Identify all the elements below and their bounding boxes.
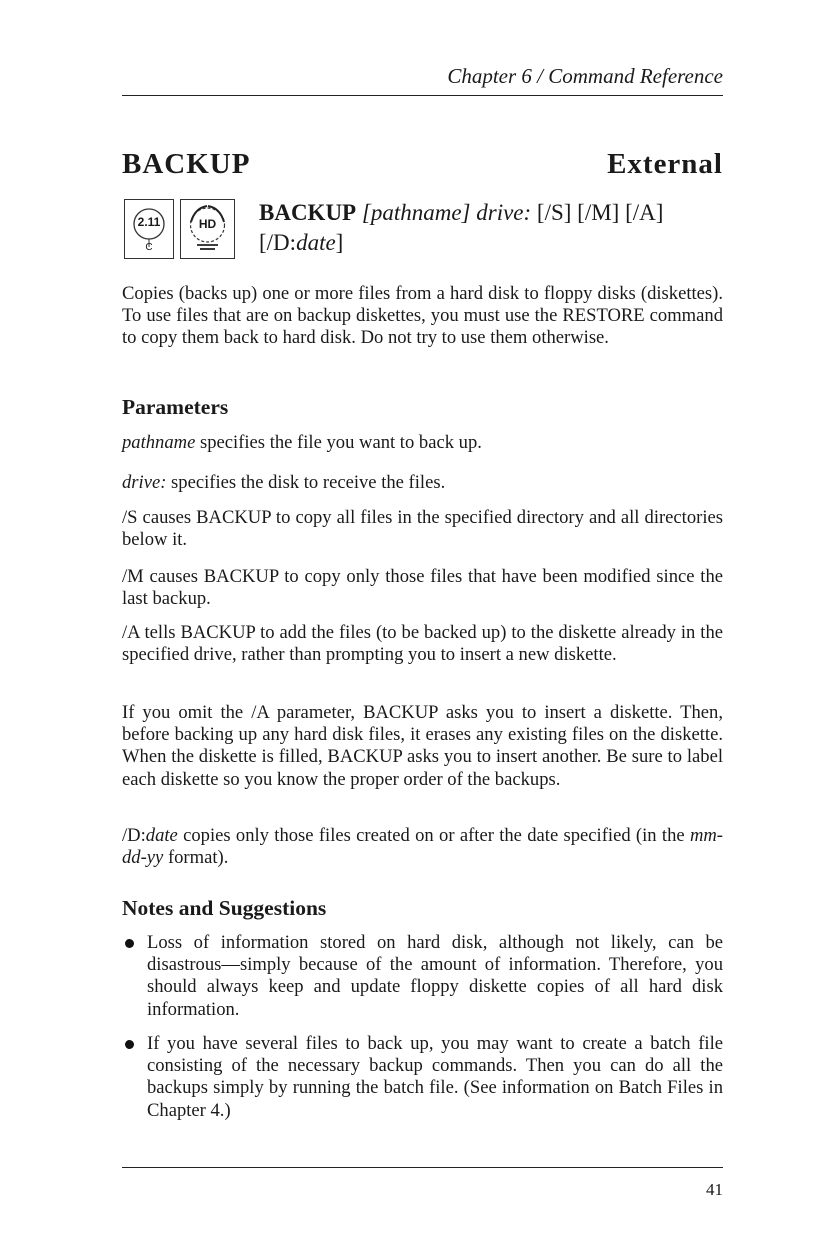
- hd-label: HD: [198, 217, 217, 231]
- version-number: 2.11: [137, 215, 161, 229]
- param-d-text1: copies only those files created on or after the date specified (in the: [177, 825, 690, 846]
- parameters-heading: Parameters: [122, 395, 229, 419]
- syntax-drive: drive:: [476, 200, 532, 225]
- syntax-date-word: date: [296, 230, 336, 255]
- notes-heading: Notes and Suggestions: [122, 896, 327, 920]
- syntax-switches: [/S] [/M] [/A]: [536, 200, 664, 225]
- running-head: Chapter 6 / Command Reference: [447, 64, 723, 88]
- param-a: [122, 622, 723, 666]
- note-item: [122, 932, 723, 1021]
- param-d-prefix: /D:: [122, 825, 146, 846]
- bullet-icon: [125, 939, 134, 948]
- param-a-text: /A tells BACKUP to add the files (to be backed up) to the diskette already in the specified drive, rather than prompting you to insert a new diskette.: [122, 622, 723, 666]
- param-pathname-text: specifies the file you want to back up.: [195, 432, 482, 453]
- param-m-text: /M causes BACKUP to copy only those files that have been modified since the last backup.: [122, 566, 723, 610]
- command-syntax: [259, 198, 729, 258]
- param-pathname: [122, 432, 723, 454]
- footer-rule: [122, 1167, 723, 1168]
- command-title: BACKUP: [122, 148, 251, 180]
- param-s: [122, 507, 723, 551]
- param-d: [122, 825, 723, 869]
- hard-disk-badge: [180, 199, 235, 259]
- param-pathname-term: pathname: [122, 432, 196, 453]
- param-s-text: /S causes BACKUP to copy all files in the specified directory and all directories below it.: [122, 507, 723, 551]
- param-d-format: mm-dd-yy: [122, 825, 723, 869]
- param-drive-text: specifies the disk to receive the files.: [166, 472, 446, 493]
- command-type: External: [607, 148, 723, 180]
- param-d-term: date: [145, 825, 178, 846]
- version-sub: C: [145, 242, 153, 253]
- param-m: [122, 566, 723, 610]
- note-item: [122, 1033, 723, 1122]
- param-d-text2: format).: [163, 847, 229, 869]
- syntax-date-close: ]: [335, 230, 344, 255]
- note-text: If you have several files to back up, you may want to create a batch file consisting of the necessary backup commands. Then you can do all the backups simply by running the batch file. (See information on Batch Files in Chapter 4.): [147, 1033, 723, 1121]
- header-rule: [122, 95, 723, 96]
- page-number: 41: [706, 1180, 723, 1199]
- param-omit-note: [122, 702, 723, 791]
- command-description: [122, 283, 723, 350]
- param-omit-text: If you omit the /A parameter, BACKUP asks you to insert a diskette. Then, before backing up any hard disk files, it erases any existing files on the diskette. When the diskette is filled, BACKUP asks you to insert another. Be sure to label each diskette so you know the proper order of the backups.: [122, 702, 723, 790]
- version-badge: [124, 199, 174, 259]
- param-drive-term: drive:: [122, 472, 167, 493]
- bullet-icon: [125, 1040, 134, 1049]
- description-text: Copies (backs up) one or more files from a hard disk to floppy disks (diskettes). To use files that are on backup diskettes, you must use the RESTORE command to copy them back to hard disk. Do not try to use them otherwise.: [122, 283, 723, 349]
- syntax-pathname: [pathname]: [361, 200, 471, 225]
- syntax-date-open: [/D:: [259, 230, 297, 255]
- syntax-command: BACKUP: [259, 200, 357, 225]
- param-drive: [122, 472, 723, 494]
- note-text: Loss of information stored on hard disk, although not likely, can be disastrous—simply because of the amount of information. Therefore, you should always keep and update floppy diskette copies of all hard disk information.: [147, 932, 723, 1020]
